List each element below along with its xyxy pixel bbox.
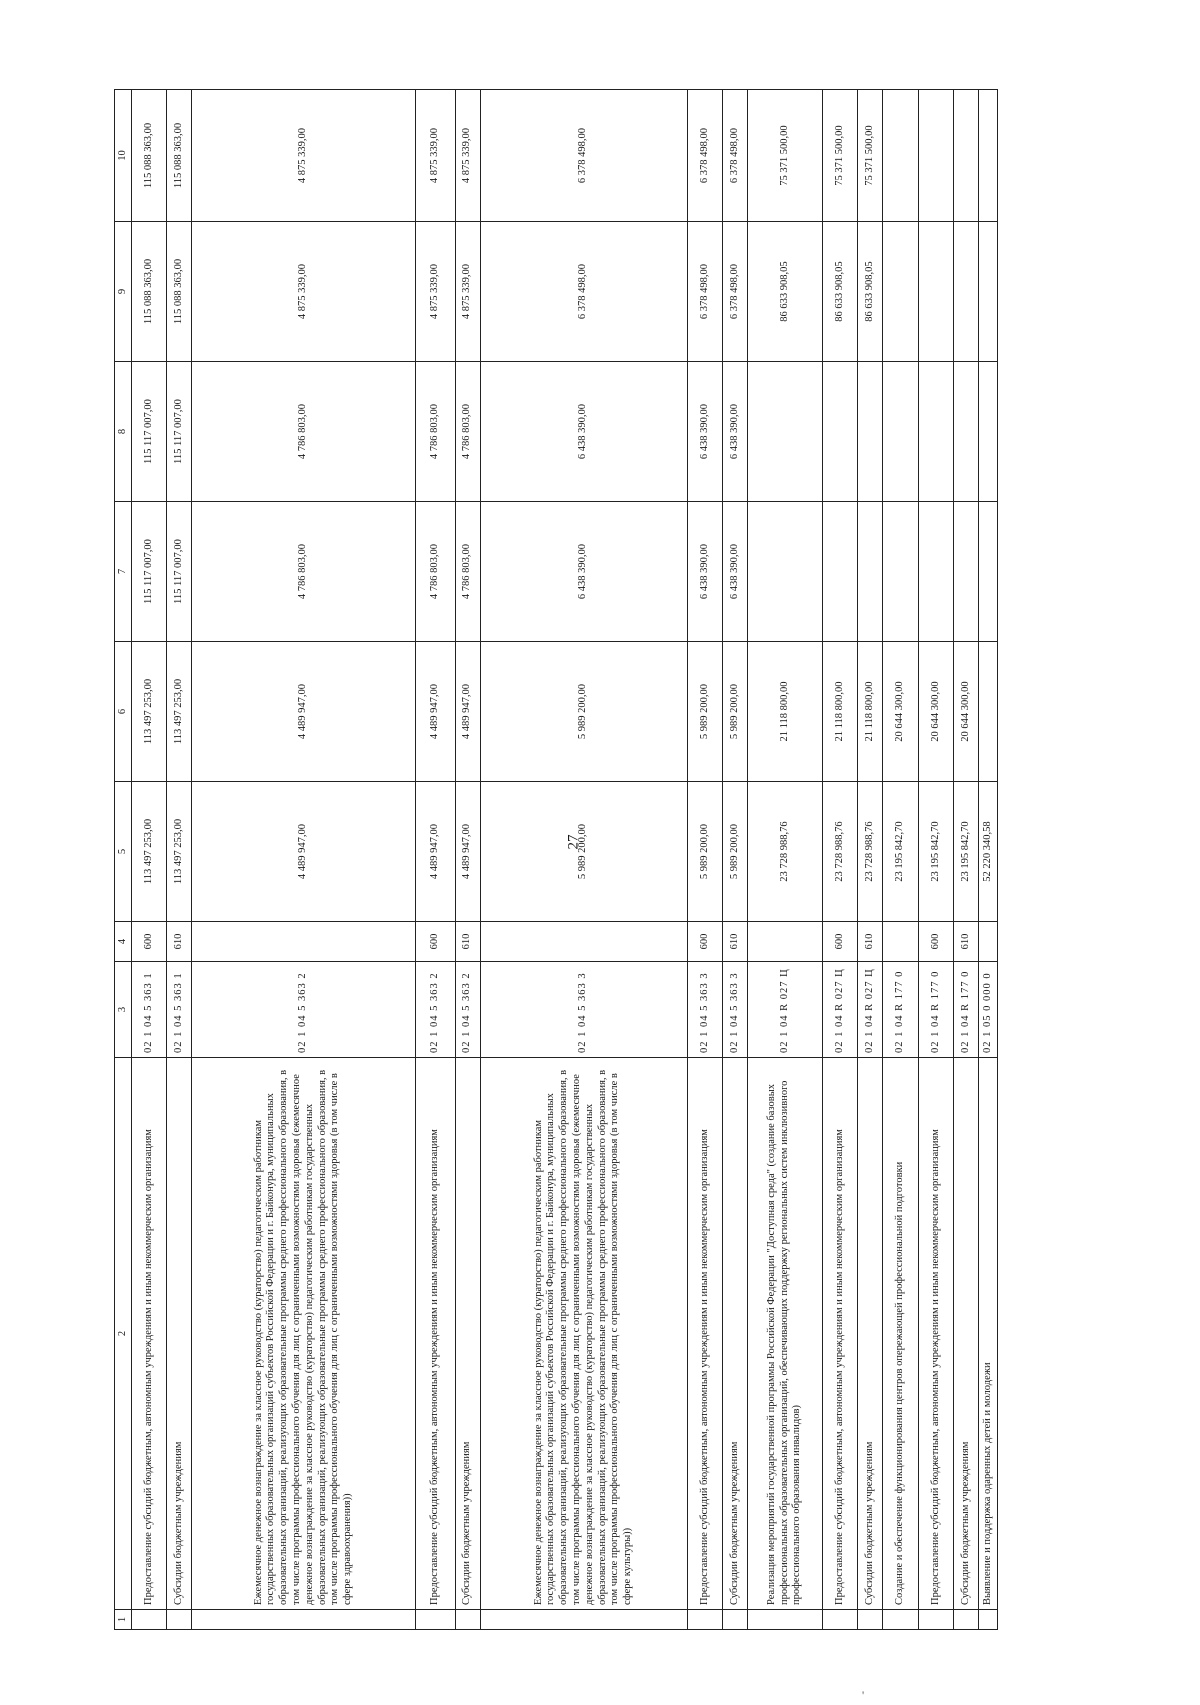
program-code-cell: 02 1 04 R 027 Ц: [748, 962, 823, 1058]
item-name-cell: Субсидии бюджетным учреждениям: [723, 1058, 748, 1610]
amount-cell: [883, 502, 918, 642]
amount-cell: 6 378 498,00: [723, 90, 748, 222]
row-number-cell: [918, 1610, 953, 1630]
amount-cell: [979, 642, 998, 782]
item-name-cell: Создание и обеспечение функционирования центров опережающей профессиональной подготовки: [883, 1058, 918, 1610]
column-header: 5: [115, 782, 132, 922]
row-number-cell: [883, 1610, 918, 1630]
expense-type-cell: [979, 922, 998, 962]
amount-cell: [883, 222, 918, 362]
amount-cell: 20 644 300,00: [883, 642, 918, 782]
amount-cell: 21 118 800,00: [748, 642, 823, 782]
amount-cell: 20 644 300,00: [954, 642, 979, 782]
expense-type-cell: 600: [687, 922, 722, 962]
row-number-cell: [979, 1610, 998, 1630]
program-code-cell: 02 1 04 R 027 Ц: [858, 962, 883, 1058]
page-number: 27: [565, 834, 582, 850]
amount-cell: [979, 222, 998, 362]
program-code-cell: 02 1 04 5 363 3: [480, 962, 687, 1058]
amount-cell: 75 371 500,00: [823, 90, 858, 222]
amount-cell: [748, 362, 823, 502]
row-number-cell: [455, 1610, 480, 1630]
table-row: [167, 90, 192, 1630]
column-header: 1: [115, 1610, 132, 1630]
expense-type-cell: 600: [416, 922, 456, 962]
amount-cell: 4 786 803,00: [192, 362, 416, 502]
table-body: [132, 90, 998, 1630]
amount-cell: [979, 90, 998, 222]
item-name-cell: Выявление и поддержка одаренных детей и молодежи: [979, 1058, 998, 1610]
amount-cell: 4 489 947,00: [416, 782, 456, 922]
amount-cell: 6 378 498,00: [480, 90, 687, 222]
program-code-cell: 02 1 04 5 363 3: [723, 962, 748, 1058]
column-header: 8: [115, 362, 132, 502]
amount-cell: 115 117 007,00: [132, 362, 167, 502]
expense-type-cell: 610: [167, 922, 192, 962]
row-number-cell: [858, 1610, 883, 1630]
amount-cell: 113 497 253,00: [132, 782, 167, 922]
expense-type-cell: 610: [723, 922, 748, 962]
table-row: [748, 90, 823, 1630]
amount-cell: 115 088 363,00: [132, 222, 167, 362]
expense-type-cell: [748, 922, 823, 962]
row-number-cell: [132, 1610, 167, 1630]
item-name-cell: Предоставление субсидий бюджетным, автономным учреждениям и иным некоммерческим организациям: [918, 1058, 953, 1610]
column-header: 4: [115, 922, 132, 962]
amount-cell: 6 438 390,00: [723, 502, 748, 642]
expense-type-cell: 610: [954, 922, 979, 962]
expense-type-cell: [883, 922, 918, 962]
program-code-cell: 02 1 04 R 027 Ц: [823, 962, 858, 1058]
amount-cell: 4 786 803,00: [416, 502, 456, 642]
amount-cell: 23 195 842,70: [954, 782, 979, 922]
amount-cell: 6 378 498,00: [723, 222, 748, 362]
amount-cell: 4 875 339,00: [192, 90, 416, 222]
amount-cell: [748, 502, 823, 642]
expense-type-cell: 610: [455, 922, 480, 962]
amount-cell: 113 497 253,00: [132, 642, 167, 782]
amount-cell: 113 497 253,00: [167, 642, 192, 782]
amount-cell: 86 633 908,05: [823, 222, 858, 362]
program-code-cell: 02 1 04 R 177 0: [883, 962, 918, 1058]
amount-cell: 4 489 947,00: [455, 782, 480, 922]
amount-cell: [918, 222, 953, 362]
amount-cell: 23 728 988,76: [823, 782, 858, 922]
amount-cell: 86 633 908,05: [748, 222, 823, 362]
amount-cell: 4 489 947,00: [455, 642, 480, 782]
amount-cell: [979, 502, 998, 642]
amount-cell: 6 378 498,00: [687, 90, 722, 222]
item-name-cell: Предоставление субсидий бюджетным, автономным учреждениям и иным некоммерческим организациям: [416, 1058, 456, 1610]
expense-type-cell: [480, 922, 687, 962]
column-header: 6: [115, 642, 132, 782]
amount-cell: 23 728 988,76: [748, 782, 823, 922]
amount-cell: 75 371 500,00: [748, 90, 823, 222]
program-code-cell: 02 1 04 5 363 1: [132, 962, 167, 1058]
row-number-cell: [480, 1610, 687, 1630]
table-row: [480, 90, 687, 1630]
amount-cell: 20 644 300,00: [918, 642, 953, 782]
amount-cell: 6 438 390,00: [480, 362, 687, 502]
amount-cell: [979, 362, 998, 502]
amount-cell: 5 989 200,00: [723, 642, 748, 782]
item-name-cell: Субсидии бюджетным учреждениям: [858, 1058, 883, 1610]
amount-cell: 113 497 253,00: [167, 782, 192, 922]
amount-cell: [954, 222, 979, 362]
amount-cell: [858, 502, 883, 642]
amount-cell: 75 371 500,00: [858, 90, 883, 222]
amount-cell: 23 195 842,70: [883, 782, 918, 922]
table-row: [954, 90, 979, 1630]
amount-cell: [883, 90, 918, 222]
amount-cell: [918, 90, 953, 222]
amount-cell: [823, 502, 858, 642]
amount-cell: 4 786 803,00: [455, 502, 480, 642]
item-name-cell: Предоставление субсидий бюджетным, автономным учреждениям и иным некоммерческим организациям: [823, 1058, 858, 1610]
item-name-cell: Предоставление субсидий бюджетным, автономным учреждениям и иным некоммерческим организациям: [687, 1058, 722, 1610]
amount-cell: 6 378 498,00: [687, 222, 722, 362]
amount-cell: [823, 362, 858, 502]
table-row: [455, 90, 480, 1630]
item-name-cell: Ежемесячное денежное вознаграждение за классное руководство (кураторство) педагогическим работникам государственных образовательных организаций субъектов Российской Федерации и г. Байконура, муниципальных образовательных организаций, реализующих образовательные программы среднего профессионального образования, в том числе программы профессионального обучения для лиц с ограниченными возможностями здоровья (ежемесячное денежное вознаграждение за классное руководство (кураторство) педагогическим работникам государственных образовательных организаций, реализующих образовательные программы среднего профессионального образования, в том числе программы профессионального обучения для лиц с ограниченными возможностями здоровья (в том числе в сфере здравоохранения)): [192, 1058, 416, 1610]
column-header: 9: [115, 222, 132, 362]
row-number-cell: [748, 1610, 823, 1630]
item-name-cell: Субсидии бюджетным учреждениям: [167, 1058, 192, 1610]
amount-cell: [858, 362, 883, 502]
amount-cell: 5 989 200,00: [723, 782, 748, 922]
program-code-cell: 02 1 04 R 177 0: [954, 962, 979, 1058]
amount-cell: 115 117 007,00: [132, 502, 167, 642]
amount-cell: 115 088 363,00: [167, 90, 192, 222]
amount-cell: 115 117 007,00: [167, 502, 192, 642]
rotated-page-content: [114, 90, 998, 1630]
amount-cell: 23 728 988,76: [858, 782, 883, 922]
column-number-row: [115, 90, 132, 1630]
amount-cell: [918, 502, 953, 642]
row-number-cell: [416, 1610, 456, 1630]
amount-cell: 115 088 363,00: [132, 90, 167, 222]
row-number-cell: [687, 1610, 722, 1630]
row-number-cell: [192, 1610, 416, 1630]
column-header: 3: [115, 962, 132, 1058]
amount-cell: [918, 362, 953, 502]
item-name-cell: Субсидии бюджетным учреждениям: [954, 1058, 979, 1610]
item-name-cell: Ежемесячное денежное вознаграждение за классное руководство (кураторство) педагогическим работникам государственных образовательных организаций субъектов Российской Федерации и г. Байконура, муниципальных образовательных организаций, реализующих образовательные программы среднего профессионального образования, в том числе программы профессионального обучения для лиц с ограниченными возможностями здоровья (ежемесячное денежное вознаграждение за классное руководство (кураторство) педагогическим работникам государственных образовательных организаций, реализующих образовательные программы среднего профессионального образования, в том числе программы профессионального обучения для лиц с ограниченными возможностями здоровья (в том числе в сфере культуры)): [480, 1058, 687, 1610]
amount-cell: [954, 502, 979, 642]
amount-cell: [954, 362, 979, 502]
amount-cell: 4 875 339,00: [455, 222, 480, 362]
amount-cell: 4 489 947,00: [416, 642, 456, 782]
amount-cell: 23 195 842,70: [918, 782, 953, 922]
expense-type-cell: 600: [823, 922, 858, 962]
amount-cell: 4 489 947,00: [192, 642, 416, 782]
amount-cell: 6 438 390,00: [480, 502, 687, 642]
column-header: 7: [115, 502, 132, 642]
item-name-cell: Субсидии бюджетным учреждениям: [455, 1058, 480, 1610]
table-row: [918, 90, 953, 1630]
amount-cell: 4 875 339,00: [416, 222, 456, 362]
amount-cell: 86 633 908,05: [858, 222, 883, 362]
table-row: [823, 90, 858, 1630]
program-code-cell: 02 1 04 5 363 3: [687, 962, 722, 1058]
amount-cell: 6 378 498,00: [480, 222, 687, 362]
table-row: [979, 90, 998, 1630]
amount-cell: 6 438 390,00: [687, 362, 722, 502]
program-code-cell: 02 1 04 5 363 1: [167, 962, 192, 1058]
row-number-cell: [167, 1610, 192, 1630]
amount-cell: 115 088 363,00: [167, 222, 192, 362]
expense-type-cell: 600: [132, 922, 167, 962]
amount-cell: 4 489 947,00: [192, 782, 416, 922]
table-row: [883, 90, 918, 1630]
amount-cell: 115 117 007,00: [167, 362, 192, 502]
table-row: [416, 90, 456, 1630]
amount-cell: 4 875 339,00: [192, 222, 416, 362]
item-name-cell: Предоставление субсидий бюджетным, автономным учреждениям и иным некоммерческим организациям: [132, 1058, 167, 1610]
amount-cell: 5 989 200,00: [480, 642, 687, 782]
column-header: 10: [115, 90, 132, 222]
scan-mark: ': [862, 1688, 865, 1702]
program-code-cell: 02 1 04 5 363 2: [455, 962, 480, 1058]
row-number-cell: [723, 1610, 748, 1630]
amount-cell: 5 989 200,00: [480, 782, 687, 922]
amount-cell: 4 875 339,00: [416, 90, 456, 222]
expense-type-cell: 610: [858, 922, 883, 962]
item-name-cell: Реализация мероприятий государственной программы Российской Федерации "Доступная среда" (создание базовых профессиональных образовательных организаций, обеспечивающих поддержку региональных систем инклюзивного профессионального образования инвалидов): [748, 1058, 823, 1610]
expense-type-cell: [192, 922, 416, 962]
budget-table: [114, 89, 998, 1630]
column-header: 2: [115, 1058, 132, 1610]
amount-cell: 6 438 390,00: [687, 502, 722, 642]
amount-cell: 4 875 339,00: [455, 90, 480, 222]
table-row: [858, 90, 883, 1630]
amount-cell: 52 220 340,58: [979, 782, 998, 922]
program-code-cell: 02 1 04 5 363 2: [416, 962, 456, 1058]
program-code-cell: 02 1 05 0 000 0: [979, 962, 998, 1058]
program-code-cell: 02 1 04 5 363 2: [192, 962, 416, 1058]
table-row: [723, 90, 748, 1630]
row-number-cell: [954, 1610, 979, 1630]
amount-cell: 21 118 800,00: [823, 642, 858, 782]
amount-cell: 21 118 800,00: [858, 642, 883, 782]
amount-cell: 5 989 200,00: [687, 642, 722, 782]
amount-cell: [954, 90, 979, 222]
amount-cell: 6 438 390,00: [723, 362, 748, 502]
amount-cell: [883, 362, 918, 502]
amount-cell: 4 786 803,00: [192, 502, 416, 642]
table-row: [687, 90, 722, 1630]
table-row: [132, 90, 167, 1630]
amount-cell: 4 786 803,00: [416, 362, 456, 502]
expense-type-cell: 600: [918, 922, 953, 962]
program-code-cell: 02 1 04 R 177 0: [918, 962, 953, 1058]
table-row: [192, 90, 416, 1630]
amount-cell: 4 786 803,00: [455, 362, 480, 502]
amount-cell: 5 989 200,00: [687, 782, 722, 922]
row-number-cell: [823, 1610, 858, 1630]
